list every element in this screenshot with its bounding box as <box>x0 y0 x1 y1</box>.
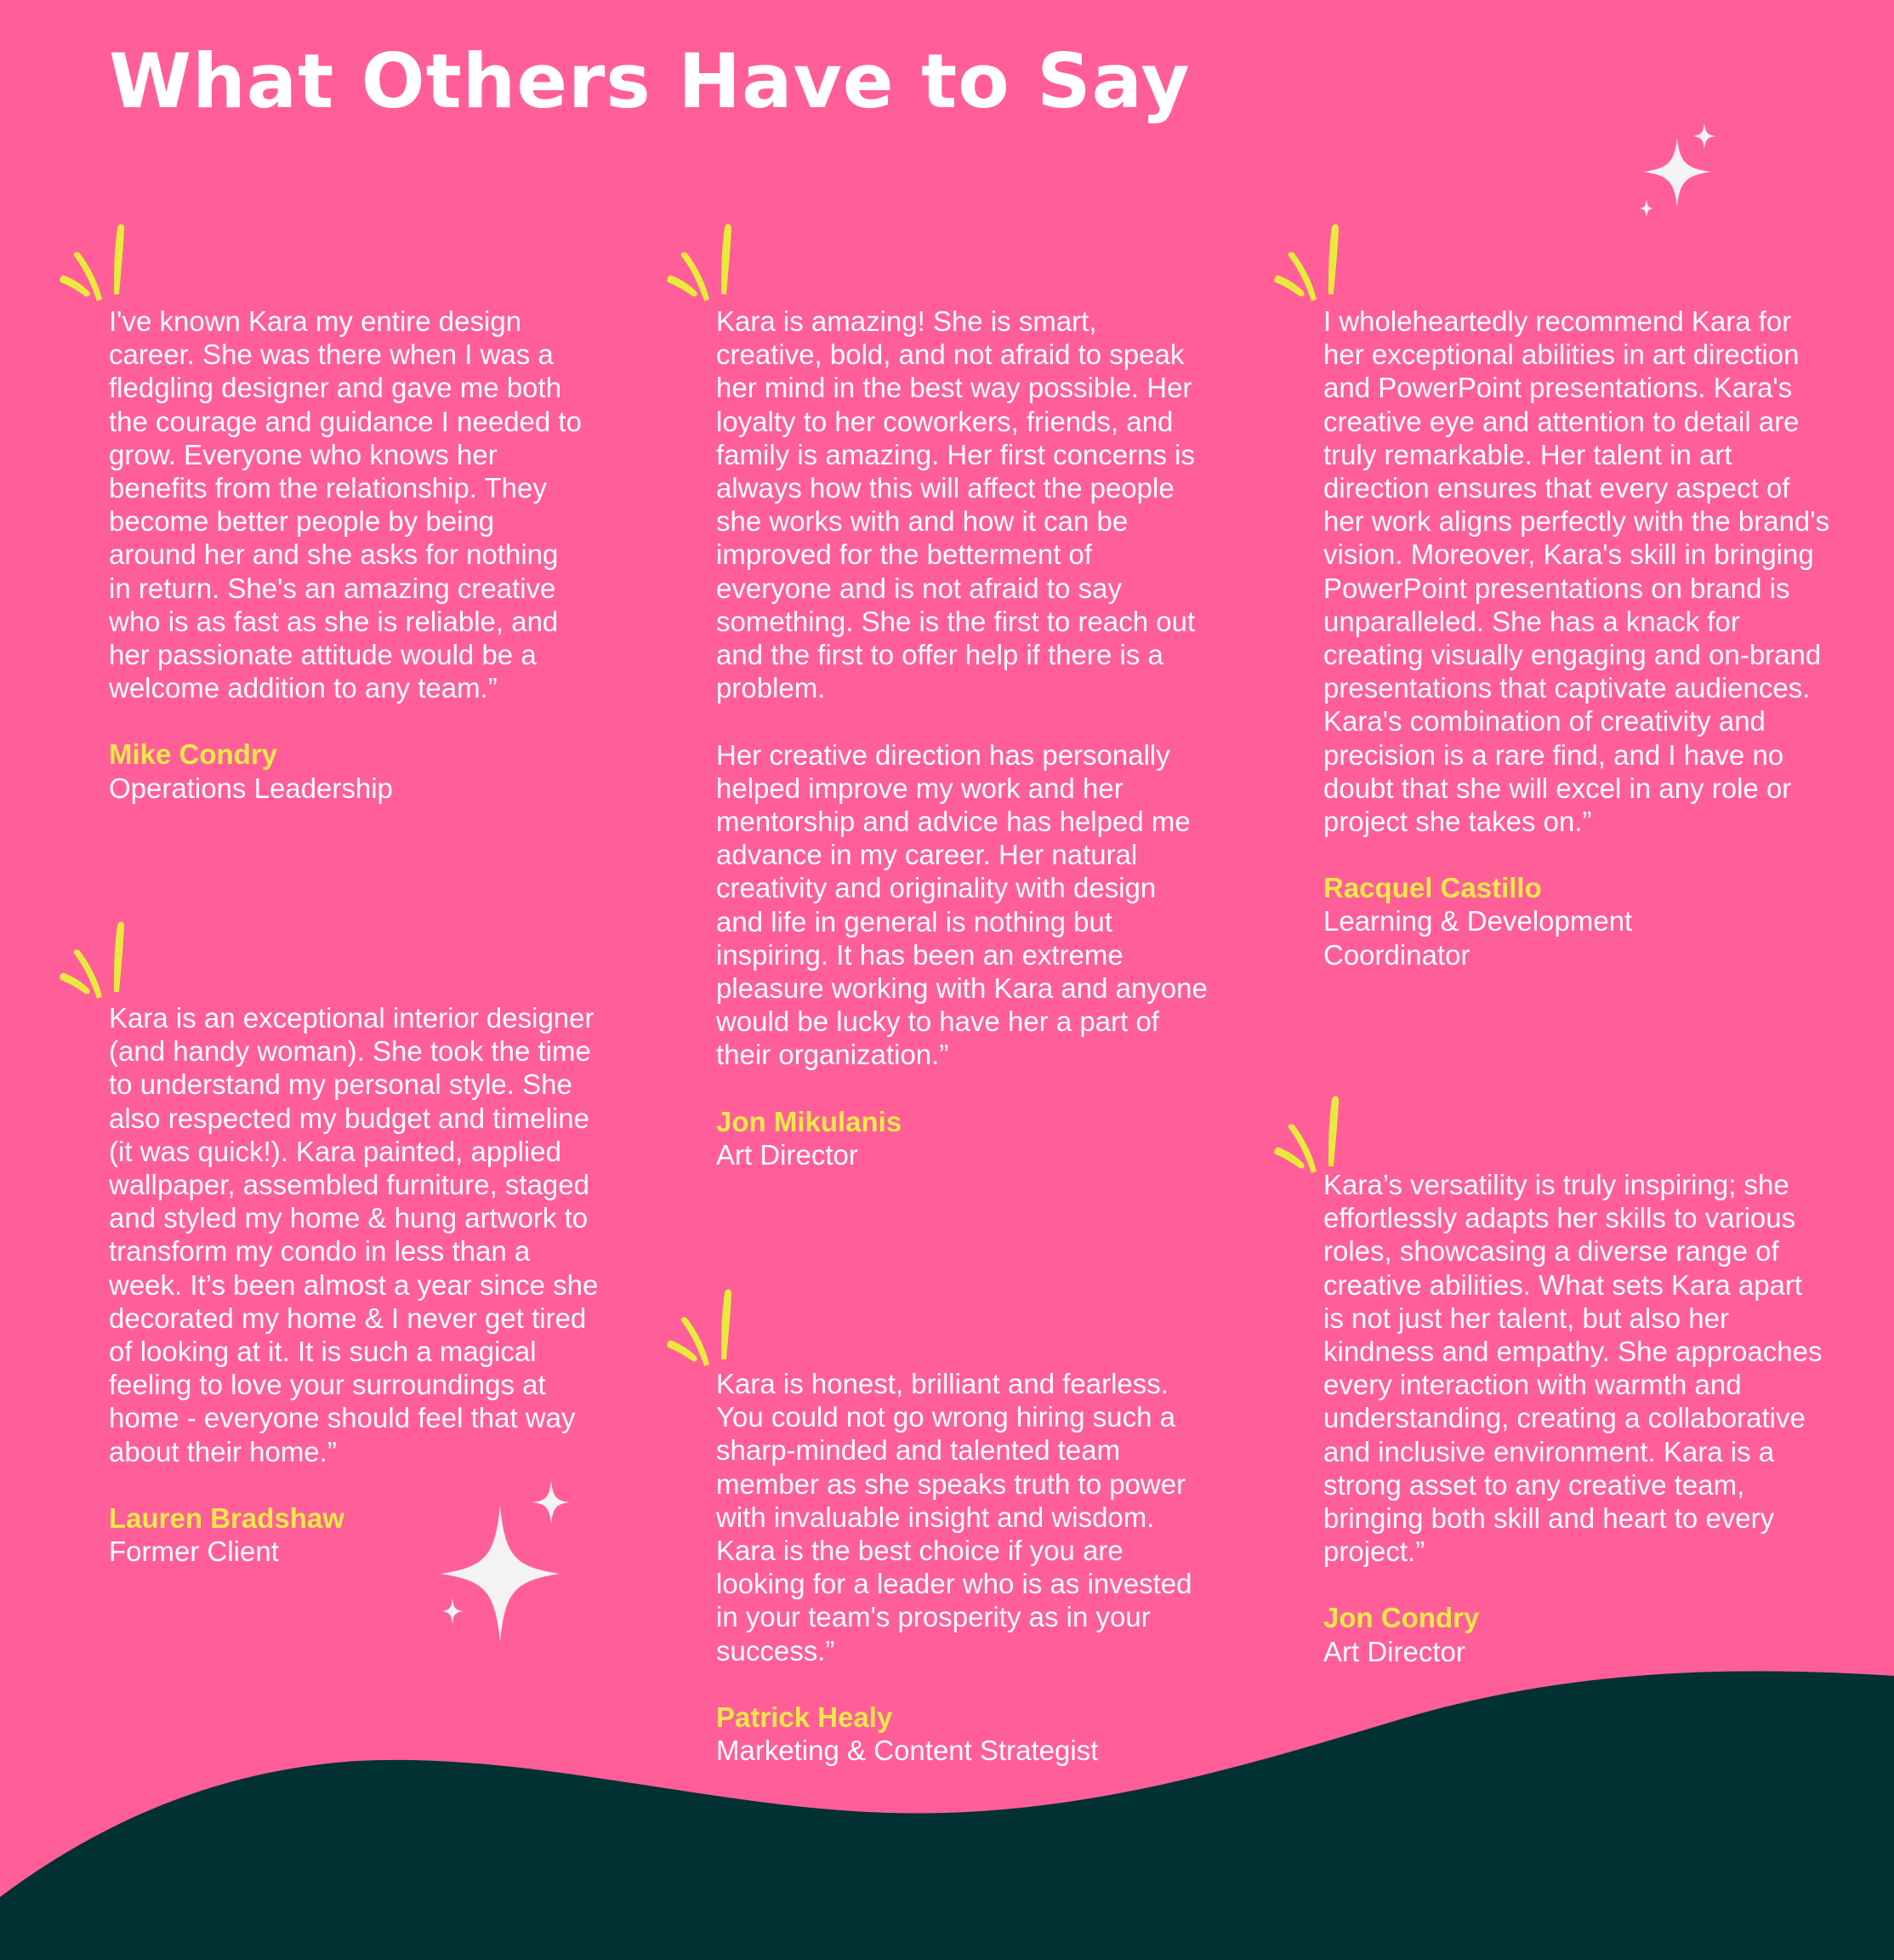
testimonial-role: Operations Leadership <box>109 772 393 804</box>
testimonial-author: Jon Condry <box>1323 1602 1480 1634</box>
testimonial-role: Art Director <box>716 1138 858 1171</box>
testimonial-card <box>716 305 1209 1171</box>
testimonial-author: Lauren Bradshaw <box>109 1501 344 1534</box>
testimonial-quote: Kara is an exceptional interior designer (and handy woman). She took the time to understand my personal style. She also respected my budget and timeline (it was quick!). Kara painted, applied wallpaper, assembled furniture, staged and styled my home & hung artwork to transform my condo in less than a week. It’s been almost a year since she decorated my home & I never get tired of looking at it. It is such a magical feeling to love your surroundings at home - everyone should feel that way about their home.” <box>109 1002 599 1467</box>
testimonial-quote: Kara is honest, brilliant and fearless. You could not go wrong hiring such a sharp-minded and talented team member as she speaks truth to power with invaluable insight and wisdom. Kara is the best choice if you are looking for a leader who is as invested in your team's prosperity as in your success.” <box>716 1368 1192 1667</box>
sparkle-icon-top-right <box>1633 119 1735 230</box>
accent-marks-icon <box>1274 219 1356 305</box>
testimonial-card <box>1323 305 1834 971</box>
testimonial-quote: Kara’s versatility is truly inspiring; she effortlessly adapts her skills to various roles, showcasing a diverse range of creative abilities. What sets Kara apart is not just her talent, but also her kindness and empathy. She approaches every interaction with warmth and understanding, creating a collaborative and inclusive environment. Kara is a strong asset to any creative team, bringing both skill and heart to every project.” <box>1323 1169 1823 1568</box>
testimonial-quote: Kara is amazing! She is smart, creative, bold, and not afraid to speak her mind in the best way possible. Her loyalty to her coworkers, friends, and family is amazing. Her first concerns is always how this will affect the people she works with and how it can be improved for the betterment of everyone and is not afraid to say something. She is the first to reach out and the first to offer help if there is a problem. Her creative direction has personally helped improve my work and her mentorship and advice has helped me advance in my career. Her natural creativity and originality with design and life in general is nothing but inspiring. It has been an extreme pleasure working with Kara and anyone would be lucky to have her a part of their organization.” <box>716 305 1208 1071</box>
testimonial-author: Jon Mikulanis <box>716 1105 902 1137</box>
testimonial-role: Marketing & Content Strategist <box>716 1735 1099 1767</box>
testimonial-role: Former Client <box>109 1536 279 1568</box>
accent-marks-icon <box>60 219 141 305</box>
accent-marks-icon <box>667 1285 748 1370</box>
testimonial-role: Learning & Development Coordinator <box>1323 905 1633 971</box>
page-title: What Others Have to Say <box>109 37 1191 125</box>
testimonial-author: Racquel Castillo <box>1323 872 1542 904</box>
testimonial-author: Patrick Healy <box>716 1701 893 1733</box>
accent-marks-icon <box>60 917 141 1002</box>
testimonial-role: Art Director <box>1323 1635 1465 1667</box>
testimonial-quote: I wholeheartedly recommend Kara for her exceptional abilities in art direction and PowerPoint presentations. Kara's creative eye and attention to detail are truly remarkable. Her talent in art direction ensures that every aspect of her work aligns perfectly with the brand's vision. Moreover, Kara's skill in bringing PowerPoint presentations on brand is unparalleled. She has a knack for creating visually engaging and on-brand presentations that captivate audiences. Kara's combination of creativity and precision is a rare find, and I have no doubt that she will excel in any role or project she takes on.” <box>1323 305 1830 838</box>
testimonial-quote: I've known Kara my entire design career. She was there when I was a fledgling designer and gave me both the courage and guidance I needed to grow. Everyone who knows her benefits from the relationship. They become better people by being around her and she asks for nothing in return. She's an amazing creative who is as fast as she is reliable, and her passionate attitude would be a welcome addition to any team.” <box>109 305 582 704</box>
testimonial-card <box>716 1367 1201 1767</box>
testimonial-card <box>1323 1168 1825 1668</box>
accent-marks-icon <box>1274 1091 1356 1177</box>
testimonial-author: Mike Condry <box>109 738 278 771</box>
testimonial-card <box>109 1001 602 1568</box>
testimonial-card <box>109 305 585 805</box>
accent-marks-icon <box>667 219 748 305</box>
